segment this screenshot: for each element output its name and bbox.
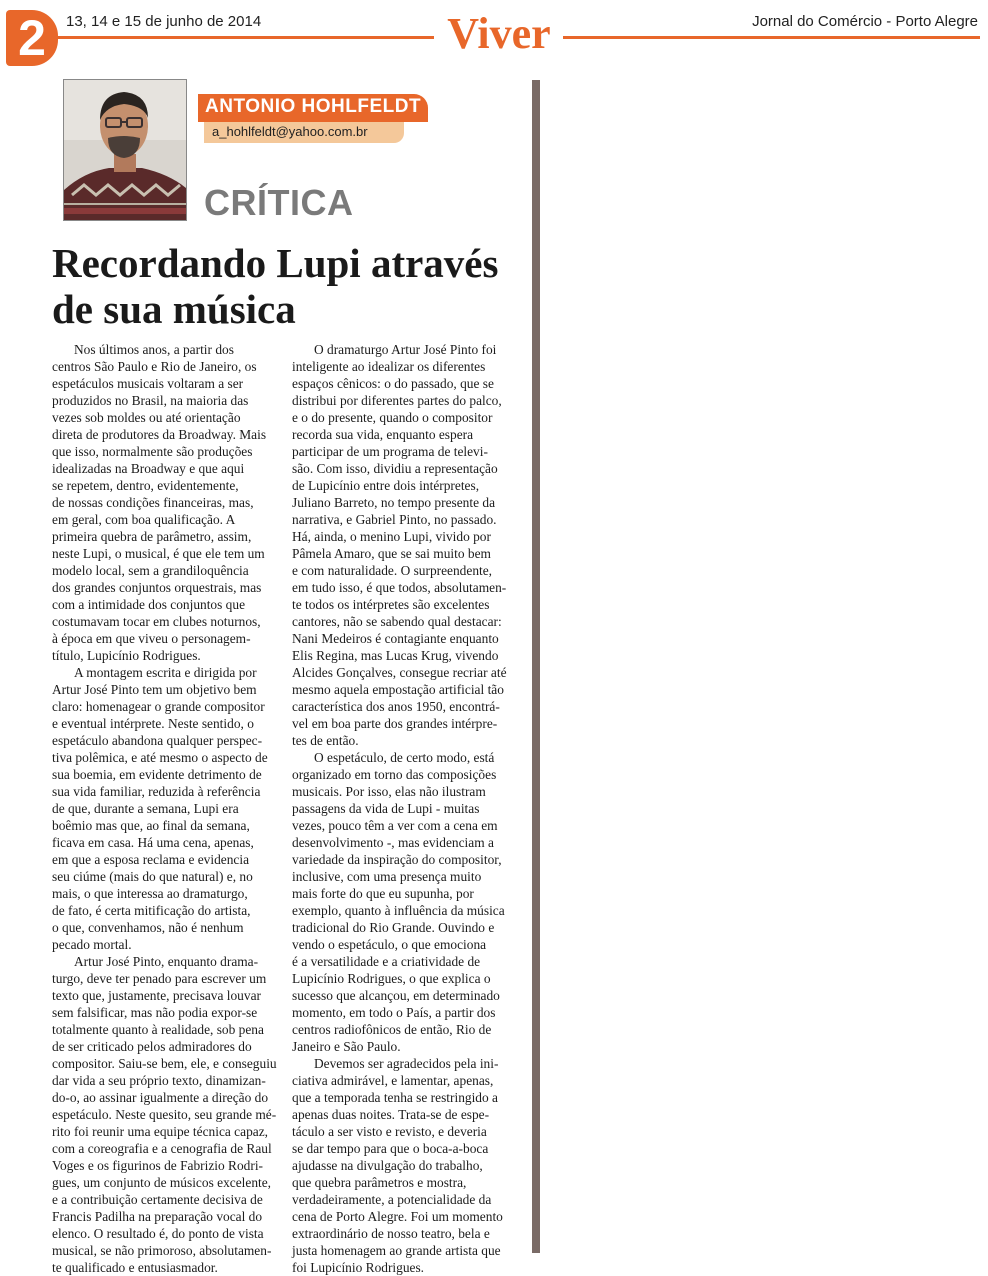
text-line: claro: homenagear o grande compositor <box>52 699 265 714</box>
text-line: que a temporada tenha se restringido a <box>292 1090 498 1105</box>
column-divider-bar <box>532 80 540 1253</box>
text-line: sucesso que alcançou, em determinado <box>292 988 500 1003</box>
text-line: espetáculos musicais voltaram a ser <box>52 376 244 391</box>
text-line: pecado mortal. <box>52 937 132 952</box>
text-line: dos grandes conjuntos orquestrais, mas <box>52 580 262 595</box>
text-line: Elis Regina, mas Lucas Krug, vivendo <box>292 648 499 663</box>
text-line: passagens da vida de Lupi - muitas <box>292 801 480 816</box>
text-line: característica dos anos 1950, encontrá- <box>292 699 500 714</box>
text-line: Pâmela Amaro, que se sai muito bem <box>292 546 491 561</box>
text-line: variedade da inspiração do compositor, <box>292 852 502 867</box>
text-line: sua boemia, em evidente detrimento de <box>52 767 262 782</box>
article-column-1 <box>52 341 277 1276</box>
section-title: Viver <box>447 9 551 58</box>
text-line: de fato, é certa mitificação do artista, <box>52 903 251 918</box>
text-line: e o do presente, quando o compositor <box>292 410 493 425</box>
text-line: cena de Porto Alegre. Foi um momento <box>292 1209 503 1224</box>
text-line: recorda sua vida, enquanto espera <box>292 427 474 442</box>
text-line: espaços cênicos: o do passado, que se <box>292 376 494 391</box>
author-name: ANTONIO HOHLFELDT <box>205 96 422 117</box>
text-line: Devemos ser agradecidos pela ini- <box>314 1056 499 1071</box>
text-line: e eventual intérprete. Neste sentido, o <box>52 716 254 731</box>
text-line: vezes sob moldes ou até orientação <box>52 410 241 425</box>
text-line: desenvolvimento -, mas evidenciam a <box>292 835 494 850</box>
text-line: de nossas condições financeiras, mas, <box>52 495 254 510</box>
text-line: participar de um programa de televi- <box>292 444 488 459</box>
text-line: e com naturalidade. O surpreendente, <box>292 563 493 578</box>
text-line: ficava em casa. Há uma cena, apenas, <box>52 835 254 850</box>
text-line: tradicional do Rio Grande. Ouvindo e <box>292 920 495 935</box>
text-line: boêmio mas que, ao final da semana, <box>52 818 250 833</box>
text-line: Janeiro e São Paulo. <box>292 1039 401 1054</box>
article-column-2 <box>292 341 514 1276</box>
text-line: elenco. O resultado é, do ponto de vista <box>52 1226 264 1241</box>
text-line: com a intimidade dos conjuntos que <box>52 597 246 612</box>
text-line: Nani Medeiros é contagiante enquanto <box>292 631 499 646</box>
text-line: de que, durante a semana, Lupi era <box>52 801 239 816</box>
text-line: Lupicínio Rodrigues, o que explica o <box>292 971 491 986</box>
text-line: mais forte do que eu supunha, por <box>292 886 474 901</box>
text-line: que isso, normalmente são produções <box>52 444 253 459</box>
text-line: e a contribuição certamente decisiva de <box>52 1192 263 1207</box>
text-line: que quebra parâmetros e mostra, <box>292 1175 467 1190</box>
text-line: A montagem escrita e dirigida por <box>74 665 257 680</box>
author-portrait-image <box>64 80 186 220</box>
text-line: verdadeiramente, a potencialidade da <box>292 1192 492 1207</box>
text-line: O dramaturgo Artur José Pinto foi <box>314 342 497 357</box>
text-line: turgo, deve ter penado para escrever um <box>52 971 267 986</box>
text-line: inclusive, com uma presença muito <box>292 869 482 884</box>
text-line: centros São Paulo e Rio de Janeiro, os <box>52 359 257 374</box>
text-line: costumavam tocar em clubes noturnos, <box>52 614 261 629</box>
text-line: tes de então. <box>292 733 359 748</box>
text-line: mesmo aquela empostação artificial tão <box>292 682 504 697</box>
text-line: do-o, ao assinar igualmente a direção do <box>52 1090 269 1105</box>
column-kicker: CRÍTICA <box>204 182 354 223</box>
text-line: se dar tempo para que o boca-a-boca <box>292 1141 489 1156</box>
text-line: distribui por diferentes partes do palco, <box>292 393 502 408</box>
text-line: em tudo isso, é que todos, absolutamen- <box>292 580 507 595</box>
section-number-badge: 2 <box>6 10 58 66</box>
text-line: são. Com isso, dividiu a representação <box>292 461 498 476</box>
text-line: Voges e os figurinos de Fabrizio Rodri- <box>52 1158 263 1173</box>
header-rule-right <box>563 36 980 39</box>
text-line: extraordinário de nosso teatro, bela e <box>292 1226 490 1241</box>
newspaper-name: Jornal do Comércio - Porto Alegre <box>752 13 978 30</box>
text-line: de Lupicínio entre dois intérpretes, <box>292 478 480 493</box>
text-line: dar vida a seu próprio texto, dinamizan- <box>52 1073 266 1088</box>
text-line: te todos os intérpretes são excelentes <box>292 597 490 612</box>
text-line: Alcides Gonçalves, consegue recriar até <box>292 665 507 680</box>
text-line: vel em boa parte dos grandes intérpre- <box>292 716 498 731</box>
text-line: Há, ainda, o menino Lupi, vivido por <box>292 529 491 544</box>
text-line: exemplo, quanto à influência da música <box>292 903 505 918</box>
text-line: musicais. Por isso, elas não ilustram <box>292 784 486 799</box>
text-line: táculo a ser visto e revisto, e deveria <box>292 1124 487 1139</box>
text-line: narrativa, e Gabriel Pinto, no passado. <box>292 512 497 527</box>
edition-date: 13, 14 e 15 de junho de 2014 <box>66 13 262 30</box>
text-line: mais, o que interessa ao dramaturgo, <box>52 886 248 901</box>
text-line: sem falsificar, mas não podia expor-se <box>52 1005 258 1020</box>
text-line: em que a esposa reclama e evidencia <box>52 852 250 867</box>
page-header <box>0 0 988 70</box>
text-line: momento, em todo o País, a partir dos <box>292 1005 496 1020</box>
text-line: cantores, não se sabendo qual destacar: <box>292 614 502 629</box>
text-line: idealizadas na Broadway e que aqui <box>52 461 245 476</box>
text-line: gues, um conjunto de músicos excelente, <box>52 1175 272 1190</box>
text-line: centros radiofônicos de então, Rio de <box>292 1022 492 1037</box>
text-line: te qualificado e entusiasmador. <box>52 1260 218 1275</box>
text-line: vezes, pouco têm a ver com a cena em <box>292 818 498 833</box>
text-line: espetáculo abandona qualquer perspec- <box>52 733 263 748</box>
text-line: produzidos no Brasil, na maioria das <box>52 393 249 408</box>
text-line: é a versatilidade e a criatividade de <box>292 954 481 969</box>
text-line: de ser criticado pelos admiradores do <box>52 1039 252 1054</box>
text-line: Artur José Pinto, enquanto drama- <box>74 954 259 969</box>
text-line: se repetem, dentro, evidentemente, <box>52 478 239 493</box>
text-line: sua vida familiar, reduzida à referência <box>52 784 261 799</box>
text-line: texto que, justamente, precisava louvar <box>52 988 261 1003</box>
text-line: Francis Padilha na preparação vocal do <box>52 1209 263 1224</box>
text-line: título, Lupicínio Rodrigues. <box>52 648 201 663</box>
text-line: compositor. Saiu-se bem, ele, e conseguiu <box>52 1056 277 1071</box>
text-line: neste Lupi, o musical, é que ele tem um <box>52 546 265 561</box>
author-email: a_hohlfeldt@yahoo.com.br <box>212 124 368 139</box>
text-line: Juliano Barreto, no tempo presente da <box>292 495 496 510</box>
text-line: rito foi reunir uma equipe técnica capaz, <box>52 1124 269 1139</box>
text-line: O espetáculo, de certo modo, está <box>314 750 495 765</box>
text-line: vendo o espetáculo, o que emociona <box>292 937 487 952</box>
text-line: justa homenagem ao grande artista que <box>292 1243 501 1258</box>
text-line: direta de produtores da Broadway. Mais <box>52 427 267 442</box>
text-line: Artur José Pinto tem um objetivo bem <box>52 682 257 697</box>
text-line: primeira quebra de parâmetro, assim, <box>52 529 252 544</box>
author-photo <box>63 79 187 221</box>
text-line: à época em que viveu o personagem- <box>52 631 251 646</box>
text-line: espetáculo. Neste quesito, seu grande mé- <box>52 1107 277 1122</box>
text-line: apenas duas noites. Trata-se de espe- <box>292 1107 490 1122</box>
text-line: em geral, com boa qualificação. A <box>52 512 236 527</box>
text-line: musical, se não primoroso, absolutamen- <box>52 1243 272 1258</box>
text-line: Nos últimos anos, a partir dos <box>74 342 234 357</box>
text-line: foi Lupicínio Rodrigues. <box>292 1260 425 1275</box>
text-line: seu ciúme (mais do que natural) e, no <box>52 869 253 884</box>
text-line: modelo local, sem a grandiloquência <box>52 563 249 578</box>
text-line: o que, convenhamos, não é nenhum <box>52 920 244 935</box>
text-line: tiva polêmica, e até mesmo o aspecto de <box>52 750 268 765</box>
text-line: ajudasse na divulgação do trabalho, <box>292 1158 483 1173</box>
text-line: organizado em torno das composições <box>292 767 497 782</box>
article-headline: Recordando Lupi através de sua música <box>52 240 499 332</box>
text-line: ciativa admirável, e lamentar, apenas, <box>292 1073 494 1088</box>
text-line: com a coreografia e a cenografia de Raul <box>52 1141 272 1156</box>
text-line: inteligente ao idealizar os diferentes <box>292 359 486 374</box>
text-line: totalmente quanto à realidade, sob pena <box>52 1022 264 1037</box>
header-rule-left <box>58 36 434 39</box>
